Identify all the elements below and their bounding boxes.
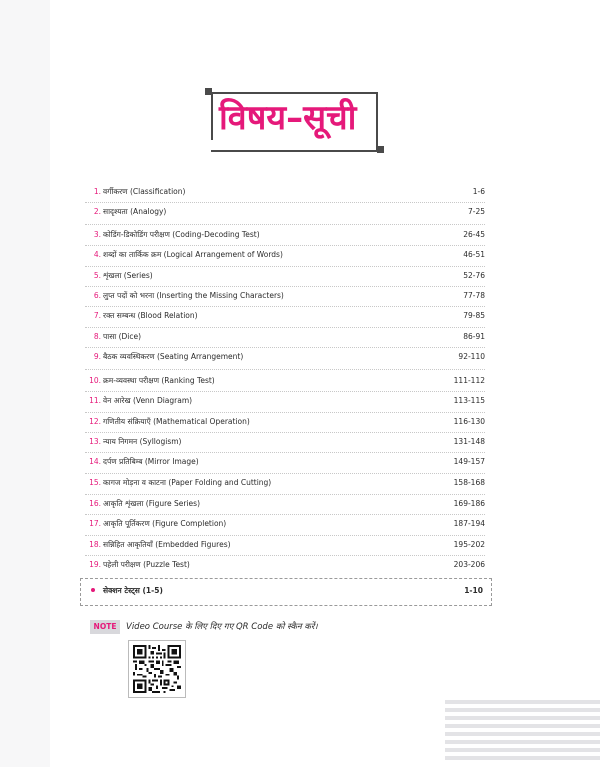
stripe-line (445, 708, 600, 712)
page-title: विषय–सूची (219, 98, 357, 138)
toc-entry-number: 5. (93, 271, 101, 280)
toc-entry[interactable] (85, 475, 485, 491)
toc-entry-number: 9. (93, 352, 101, 361)
toc-entry[interactable] (85, 434, 485, 450)
toc-entry-number: 14. (89, 457, 101, 466)
toc-entry-title: पहेली परीक्षण (Puzzle Test) (103, 560, 190, 569)
toc-entry-title: सादृश्यता (Analogy) (103, 207, 167, 216)
toc-entry-pages: 7-25 (467, 207, 485, 216)
toc-separator (85, 286, 485, 287)
toc-separator (85, 306, 485, 307)
toc-entry-title: वर्गीकरण (Classification) (103, 187, 186, 196)
toc-entry-number: 11. (89, 396, 101, 405)
toc-entry-number: 18. (89, 540, 101, 549)
note-text: Video Course के लिए दिए गए QR Code को स्कैन करें। (126, 622, 318, 632)
toc-separator (85, 266, 485, 267)
toc-entry-number: 15. (89, 478, 101, 487)
toc-separator (85, 555, 485, 556)
toc-entry-title: लुप्त पदों को भरना (Inserting the Missing Characters) (103, 291, 284, 300)
toc-entry-number: 17. (89, 519, 101, 528)
toc-entry-number: 19. (89, 560, 101, 569)
toc-entry[interactable] (85, 496, 485, 512)
toc-separator (85, 514, 485, 515)
toc-entry-title: क्रम-व्यवस्था परीक्षण (Ranking Test) (103, 376, 215, 385)
qr-code-icon (133, 645, 181, 693)
toc-entry[interactable] (85, 227, 485, 243)
toc-separator (85, 347, 485, 348)
stripe-line (445, 724, 600, 728)
toc-entry-pages: 203-206 (453, 560, 485, 569)
toc-entry[interactable] (85, 308, 485, 324)
toc-entry[interactable] (85, 537, 485, 553)
toc-entry-title: गणितीय संक्रियाएँ (Mathematical Operation) (103, 417, 250, 426)
stripe-line (445, 756, 600, 760)
bullet-icon (91, 588, 95, 592)
toc-entry-title: न्याय निगमन (Syllogism) (103, 437, 182, 446)
toc-entry[interactable] (85, 329, 485, 345)
qr-code[interactable] (128, 640, 186, 698)
frame-line (211, 92, 377, 94)
toc-separator (85, 432, 485, 433)
toc-entry-pages: 158-168 (453, 478, 485, 487)
toc-entry[interactable] (85, 516, 485, 532)
toc-entry-pages: 26-45 (463, 230, 485, 239)
toc-entry-title: रक्त सम्बन्ध (Blood Relation) (103, 311, 198, 320)
toc-entry[interactable] (85, 557, 485, 573)
toc-entry-pages: 1-6 (472, 187, 485, 196)
toc-separator (85, 412, 485, 413)
stripe-line (445, 700, 600, 704)
stripe-line (445, 732, 600, 736)
toc-entry-pages: 195-202 (453, 540, 485, 549)
toc-entry-pages: 92-110 (458, 352, 485, 361)
toc-separator (85, 452, 485, 453)
toc-entry-number: 4. (93, 250, 101, 259)
toc-separator (85, 327, 485, 328)
toc-entry[interactable] (85, 393, 485, 409)
note-badge: NOTE (90, 620, 120, 634)
toc-entry[interactable] (85, 454, 485, 470)
stripe-line (445, 740, 600, 744)
frame-line (211, 92, 213, 140)
toc-entry-pages: 46-51 (463, 250, 485, 259)
toc-entry-title: शब्दों का तार्किक क्रम (Logical Arrangement of Words) (103, 250, 283, 259)
toc-entry-pages: 187-194 (453, 519, 485, 528)
toc-entry-pages: 79-85 (463, 311, 485, 320)
section-tests-row[interactable] (80, 578, 492, 606)
toc-separator (85, 535, 485, 536)
toc-entry-title: दर्पण प्रतिबिम्ब (Mirror Image) (103, 457, 199, 466)
left-margin-band (0, 0, 50, 767)
toc-entry-number: 3. (93, 230, 101, 239)
frame-line (211, 150, 378, 152)
toc-entry-number: 7. (93, 311, 101, 320)
toc-separator (85, 391, 485, 392)
toc-separator (85, 494, 485, 495)
stripe-line (445, 716, 600, 720)
toc-entry[interactable] (85, 288, 485, 304)
section-tests-pages: 1-10 (464, 586, 483, 595)
toc-entry[interactable] (85, 247, 485, 263)
toc-entry-title: कोडिंग-डिकोडिंग परीक्षण (Coding-Decoding Test) (103, 230, 260, 239)
toc-entry-number: 2. (93, 207, 101, 216)
toc-separator (85, 473, 485, 474)
frame-corner-square (377, 146, 384, 153)
toc-entry-number: 10. (89, 376, 101, 385)
toc-entry-number: 12. (89, 417, 101, 426)
title-frame (205, 92, 385, 152)
toc-entry-title: आकृति पूर्तिकरण (Figure Completion) (103, 519, 227, 528)
toc-separator (85, 202, 485, 203)
toc-entry[interactable] (85, 204, 485, 220)
toc-separator (85, 224, 485, 225)
toc-entry-number: 6. (93, 291, 101, 300)
toc-entry-pages: 116-130 (453, 417, 485, 426)
toc-entry-title: आकृति शृंखला (Figure Series) (103, 499, 200, 508)
toc-entry[interactable] (85, 414, 485, 430)
toc-entry-pages: 86-91 (463, 332, 485, 341)
toc-entry-pages: 111-112 (453, 376, 485, 385)
decorative-stripes (445, 700, 600, 767)
toc-entry-pages: 77-78 (463, 291, 485, 300)
toc-entry-number: 16. (89, 499, 101, 508)
section-tests-title: सेक्शन टेस्ट्स (1-5) (103, 586, 163, 595)
toc-entry-pages: 149-157 (453, 457, 485, 466)
toc-entry-pages: 113-115 (453, 396, 485, 405)
toc-entry-number: 13. (89, 437, 101, 446)
toc-entry[interactable] (85, 349, 485, 365)
toc-entry-title: सन्निहित आकृतियाँ (Embedded Figures) (103, 540, 231, 549)
toc-entry-title: कागज मोड़ना व काटना (Paper Folding and Cutting) (103, 478, 272, 487)
toc-entry-number: 1. (93, 187, 101, 196)
toc-separator (85, 245, 485, 246)
toc-entry-title: पासा (Dice) (103, 332, 142, 341)
toc-entry-pages: 52-76 (463, 271, 485, 280)
toc-entry-number: 8. (93, 332, 101, 341)
toc-separator (85, 369, 485, 370)
toc-entry[interactable] (85, 268, 485, 284)
stripe-line (445, 748, 600, 752)
toc-entry[interactable] (85, 373, 485, 389)
toc-entry-title: बैठक व्यवस्थिकरण (Seating Arrangement) (103, 352, 244, 361)
toc-entry-pages: 169-186 (453, 499, 485, 508)
toc-entry-title: शृंखला (Series) (103, 271, 153, 280)
toc-entry-pages: 131-148 (453, 437, 485, 446)
toc-entry[interactable] (85, 184, 485, 200)
toc-entry-title: वेन आरेख (Venn Diagram) (103, 396, 193, 405)
